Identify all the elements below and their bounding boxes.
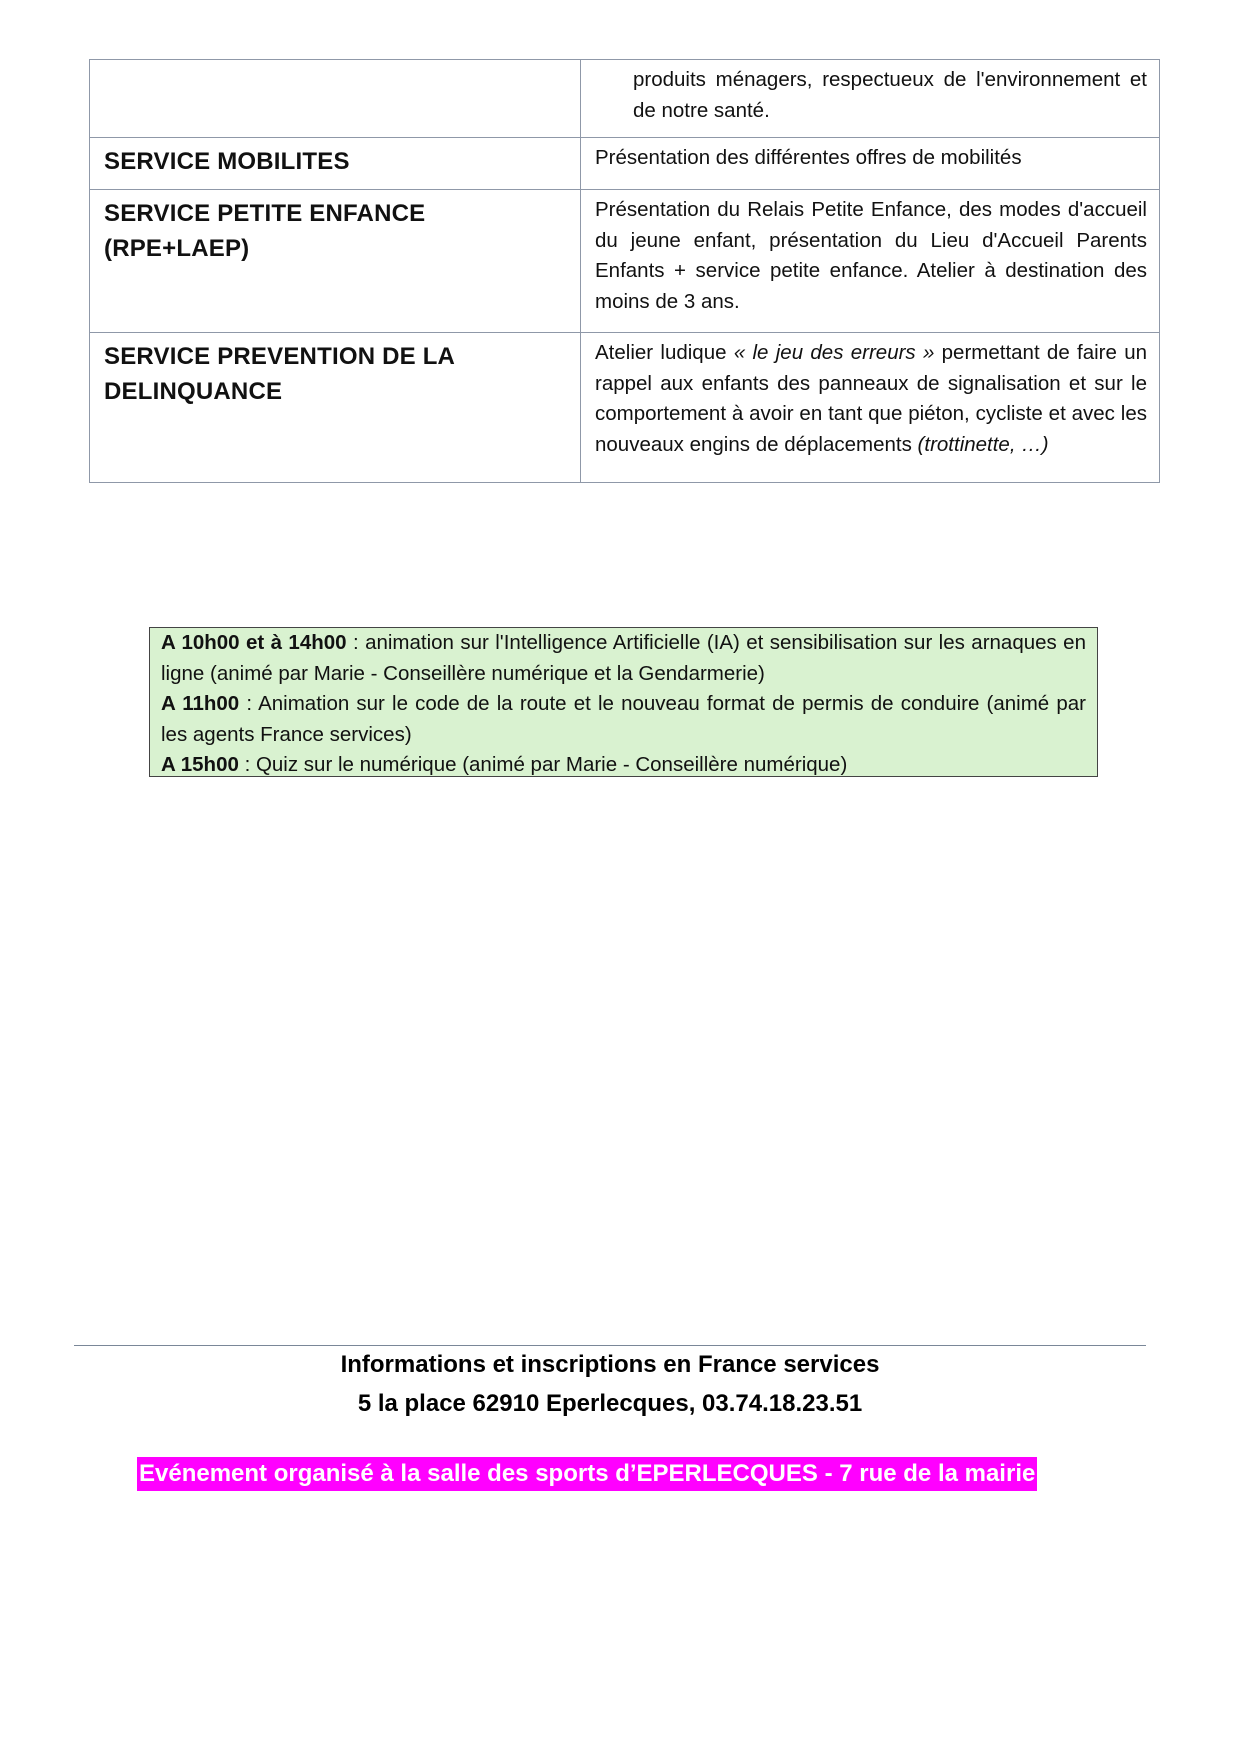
service-description-cell: [581, 60, 1160, 138]
description-italic: (trottinette, …): [917, 432, 1049, 456]
service-name: SERVICE PETITE ENFANCE (RPE+LAEP): [104, 200, 426, 262]
service-description-cell: [581, 138, 1160, 190]
table-row: [90, 60, 1160, 138]
service-description: Présentation du Relais Petite Enfance, des modes d'accueil du jeune enfant, présentation du Lieu d'Accueil Parents Enfants + service petite enfance. Atelier à destination des moins de 3 ans.: [595, 198, 1147, 313]
service-name-cell: [90, 138, 581, 190]
schedule-text: : animation sur l'Intelligence Artificielle (IA) et sensibilisation sur les arnaques en ligne (animé par Marie - Conseillère numérique et la Gendarmerie): [161, 631, 1086, 685]
footer-divider: [74, 1345, 1146, 1346]
schedule-time: A 11h00: [161, 692, 240, 715]
description-text: Atelier ludique: [595, 341, 734, 364]
schedule-box: [149, 627, 1098, 777]
table-row: [90, 138, 1160, 190]
schedule-item: [161, 750, 1086, 781]
service-name: SERVICE PREVENTION DE LA DELINQUANCE: [104, 343, 455, 405]
footer-info-heading: Informations et inscriptions en France services: [340, 1351, 880, 1378]
service-name-cell: [90, 333, 581, 483]
service-name: [90, 60, 580, 66]
service-name: SERVICE MOBILITES: [104, 148, 350, 175]
schedule-text: : Quiz sur le numérique (animé par Marie - Conseillère numérique): [238, 753, 848, 776]
description-italic: « le jeu des erreurs »: [733, 341, 935, 364]
service-description: Présentation des différentes offres de mobilités: [595, 146, 1022, 169]
service-name-cell: [90, 60, 581, 138]
schedule-time: A 10h00 et à 14h00: [161, 631, 347, 654]
schedule-item: [161, 689, 1086, 750]
description-text: permettant de faire un rappel aux enfants des panneaux de signalisation et sur le comportement à avoir en tant que piéton, cycliste et avec les nouveaux engins de déplacements: [595, 341, 1147, 456]
footer-address: 5 la place 62910 Eperlecques, 03.74.18.23.51: [357, 1390, 863, 1417]
service-description-cell: [581, 190, 1160, 333]
services-table: [89, 59, 1160, 483]
table-row: [90, 190, 1160, 333]
service-description: [581, 333, 1159, 466]
event-location-banner: Evénement organisé à la salle des sports d’EPERLECQUES - 7 rue de la mairie: [137, 1457, 1037, 1491]
schedule-item: [161, 628, 1086, 689]
service-name-cell: [90, 190, 581, 333]
service-description-cell: [581, 333, 1160, 483]
schedule-time: A 15h00: [161, 753, 239, 776]
table-row: [90, 333, 1160, 483]
service-description: produits ménagers, respectueux de l'environnement et de notre santé.: [633, 68, 1147, 122]
schedule-text: : Animation sur le code de la route et le nouveau format de permis de conduire (animé par les agents France services): [161, 692, 1086, 746]
